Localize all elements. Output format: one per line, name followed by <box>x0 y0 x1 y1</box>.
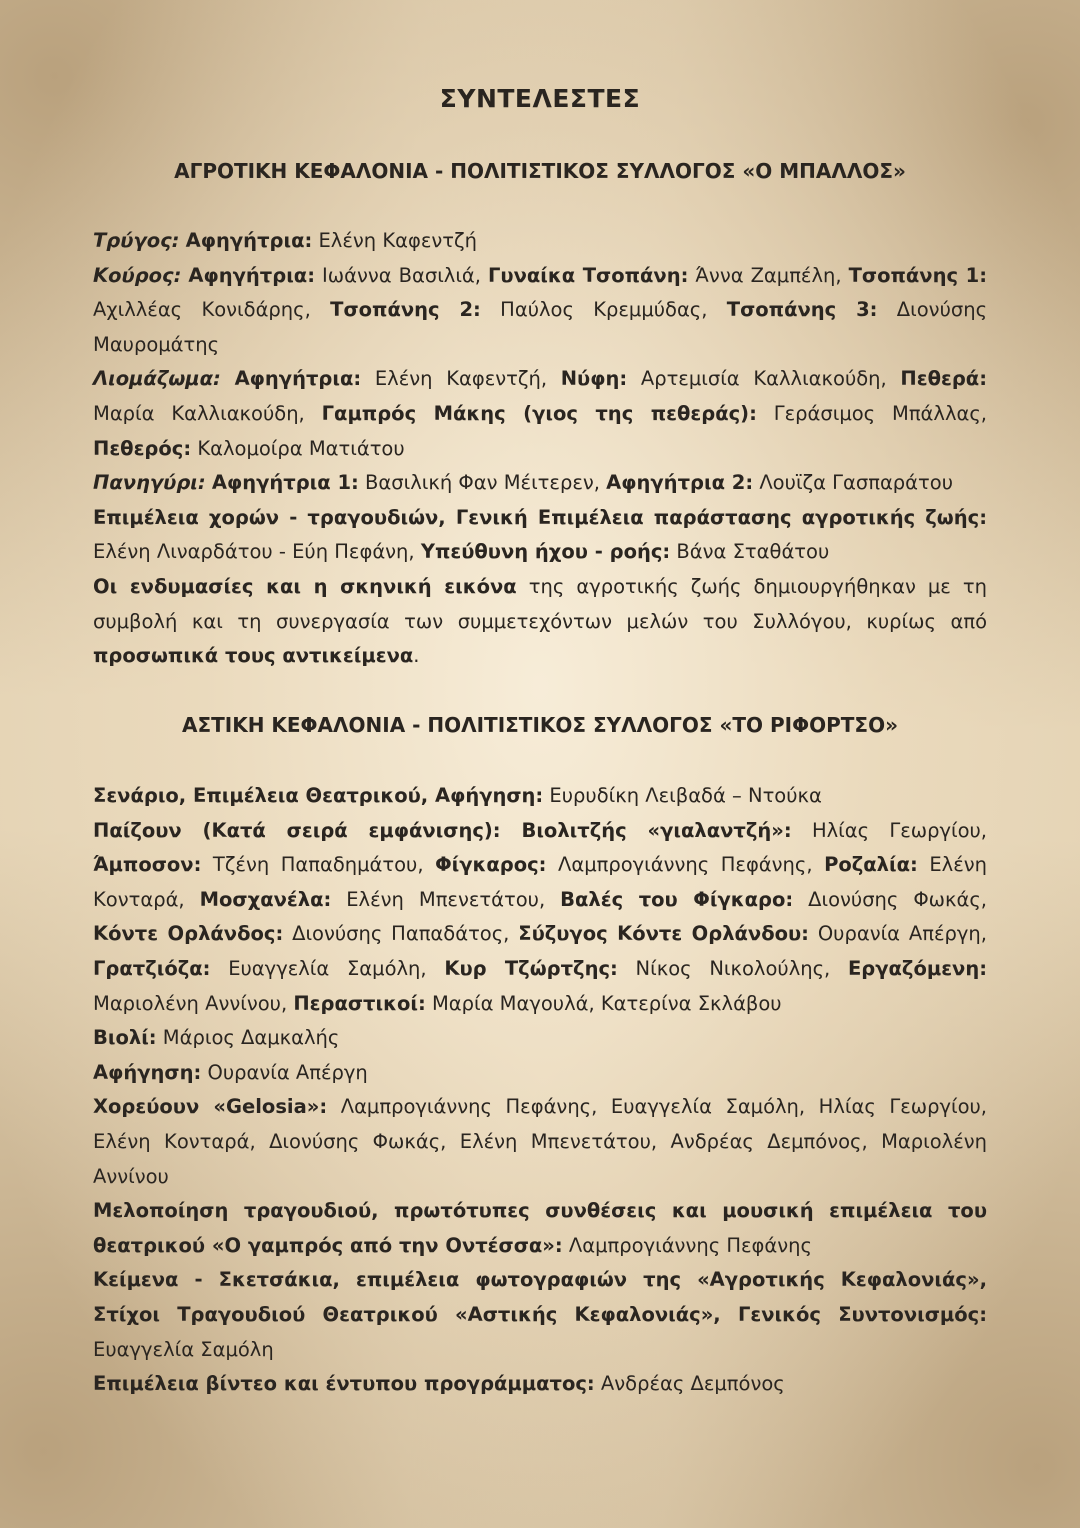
credit-paragraph-direction <box>93 501 987 570</box>
role-label: Μελοποίηση τραγουδιού, πρωτότυπες συνθέσεις και μουσική επιμέλεια του θεατρικού «Ο γαμπρός από την Οντέσσα»: <box>93 1199 987 1257</box>
role-label: Πεθερός: <box>93 436 192 460</box>
role-label: Αφηγήτρια 1: <box>211 471 359 495</box>
person-names: Ηλίας Γεωργίου, <box>791 818 987 842</box>
role-label: Τσοπάνης 2: <box>330 298 481 322</box>
person-names: Διονύσης Φωκάς, <box>793 887 987 911</box>
role-label: Χορεύουν «Gelosia»: <box>93 1095 328 1119</box>
role-label: Γαμπρός Μάκης (γιος της πεθεράς): <box>321 401 757 425</box>
role-label: Οι ενδυμασίες και η σκηνική εικόνα <box>93 574 517 598</box>
section-heading-urban: ΑΣΤΙΚΗ ΚΕΦΑΛΟΝΙΑ - ΠΟΛΙΤΙΣΤΙΚΟΣ ΣΥΛΛΟΓΟΣ «ΤΟ ΡΙΦΟΡΤΣΟ» <box>181 713 899 737</box>
scene-label: Πανηγύρι: <box>93 471 206 495</box>
credit-paragraph-kouros <box>93 259 987 363</box>
role-label: Περαστικοί: <box>293 991 426 1015</box>
role-label: Κόντε Ορλάνδος: <box>93 922 284 946</box>
role-label: Τσοπάνης 1: <box>848 263 987 287</box>
scene-label: Κούρος: <box>93 263 182 287</box>
role-label: Μοσχανέλα: <box>199 887 332 911</box>
role-label: Άμποσον: <box>93 853 202 877</box>
person-names: Ευαγγελία Σαμόλη <box>93 1337 274 1361</box>
person-names: Μαριολένη Αννίνου, <box>93 991 294 1015</box>
person-names: Βασιλική Φαν Μέιτερεν, <box>358 471 607 495</box>
role-label: Ροζαλία: <box>824 853 918 877</box>
person-names: Μάριος Δαμκαλής <box>156 1026 340 1050</box>
person-names: Καλομοίρα Ματιάτου <box>191 436 405 460</box>
page-title: ΣΥΝΤΕΛΕΣΤΕΣ <box>439 84 641 113</box>
role-label: Βαλές του Φίγκαρο: <box>560 887 794 911</box>
person-names: Ελένη Καφεντζή, <box>361 367 561 391</box>
person-names: Λαμπρογιάννης Πεφάνης, Ευαγγελία Σαμόλη, Ηλίας Γεωργίου, Ελένη Κονταρά, Διονύσης Φωκάς, Ελένη Μπενετάτου, Ανδρέας Δεμπόνος, Μαριολένη Αννίνου <box>93 1095 987 1188</box>
role-label: Κυρ Τζώρτζης: <box>444 956 618 980</box>
credit-paragraph-panigyri <box>93 466 987 501</box>
role-label: Υπεύθυνη ήχου - ροής: <box>420 540 671 564</box>
credit-paragraph-cast <box>93 814 987 1022</box>
role-label: Αφηγήτρια: <box>188 263 315 287</box>
person-names: Μαρία Καλλιακούδη, <box>93 401 322 425</box>
credit-paragraph-music <box>93 1194 987 1263</box>
credit-paragraph-violin <box>93 1021 987 1056</box>
credit-paragraph-video <box>93 1367 987 1402</box>
person-names: Γεράσιμος Μπάλλας, <box>756 401 987 425</box>
person-names: Ουρανία Απέργη, <box>808 922 987 946</box>
person-names: Ευαγγελία Σαμόλη, <box>210 956 445 980</box>
role-label: Φίγκαρος: <box>435 853 547 877</box>
role-label: Αφηγήτρια 2: <box>606 471 754 495</box>
role-label: Σενάριο, Επιμέλεια Θεατρικού, Αφήγηση: <box>93 784 544 807</box>
section-rural-credits <box>93 224 987 674</box>
person-names: Λαμπρογιάννης Πεφάνης, <box>546 853 825 877</box>
credit-paragraph-costumes <box>93 570 987 674</box>
role-label: Τσοπάνης 3: <box>726 298 878 322</box>
credit-paragraph-trygos <box>93 224 987 259</box>
role-label: Βιολί: <box>93 1026 157 1050</box>
person-names: Αχιλλέας Κονιδάρης, <box>93 298 331 322</box>
role-label: Πεθερά: <box>900 367 988 391</box>
person-names: Ιωάννα Βασιλιά, <box>315 263 488 287</box>
body-text: . <box>413 644 420 668</box>
person-names: Άννα Ζαμπέλη, <box>688 263 849 287</box>
role-label: Αφήγηση: <box>93 1060 202 1084</box>
role-label: Παίζουν (Κατά σειρά εμφάνισης): Βιολιτζής «γιαλαντζή»: <box>93 818 792 842</box>
role-label: Γυναίκα Τσοπάνη: <box>488 263 689 287</box>
person-names: Ελένη Λιναρδάτου - Εύη Πεφάνη, <box>93 540 421 564</box>
person-names: Ανδρέας Δεμπόνος <box>594 1372 785 1396</box>
scene-label: Λιομάζωμα: <box>93 367 221 391</box>
person-names: Τζένη Παπαδημάτου, <box>201 853 436 877</box>
person-names: Διονύσης Μαυρομάτης <box>93 298 988 356</box>
credit-paragraph-narration <box>93 1056 987 1091</box>
person-names: Ευρυδίκη Λειβαδά – Ντούκα <box>543 784 822 807</box>
role-label: Αφηγήτρια: <box>234 367 362 391</box>
role-label: Επιμέλεια χορών - τραγουδιών, Γενική Επιμέλεια παράστασης αγροτικής ζωής: <box>93 505 987 529</box>
person-names: Διονύσης Παπαδάτος, <box>283 922 519 946</box>
section-urban-credits <box>93 779 987 1402</box>
person-names: Νίκος Νικολούλης, <box>617 956 848 980</box>
credit-paragraph-liomazoma <box>93 362 987 466</box>
person-names: Ουρανία Απέργη <box>201 1060 368 1084</box>
role-label: Σύζυγος Κόντε Ορλάνδου: <box>518 922 809 946</box>
person-names: Ελένη Καφεντζή <box>312 229 477 252</box>
role-label: Γρατζιόζα: <box>93 956 211 980</box>
role-label: Νύφη: <box>560 367 628 391</box>
role-label: Κείμενα - Σκετσάκια, επιμέλεια φωτογραφιών της «Αγροτικής Κεφαλονιάς», Στίχοι Τραγουδιού Θεατρικού «Αστικής Κεφαλονιάς», Γενικός Συντονισμός: <box>93 1268 987 1326</box>
person-names: Βάνα Σταθάτου <box>670 540 830 564</box>
role-label: Αφηγήτρια: <box>185 229 313 252</box>
person-names: Ελένη Μπενετάτου, <box>331 887 561 911</box>
credit-paragraph-texts <box>93 1263 987 1367</box>
credit-paragraph-script <box>93 779 987 814</box>
role-label: Επιμέλεια βίντεο και έντυπου προγράμματος: <box>93 1372 595 1396</box>
credit-paragraph-dancers <box>93 1090 987 1194</box>
scene-label: Τρύγος: <box>93 229 180 252</box>
person-names: Λουϊζα Γασπαράτου <box>753 471 953 495</box>
person-names: Αρτεμισία Καλλιακούδη, <box>627 367 901 391</box>
person-names: Λαμπρογιάννης Πεφάνης <box>562 1233 812 1257</box>
person-names: Παύλος Κρεμμύδας, <box>480 298 727 322</box>
role-label: Εργαζόμενη: <box>847 956 988 980</box>
body-text: της αγροτικής ζωής δημιουργήθηκαν με τη συμβολή και τη συνεργασία των συμμετεχόντων μελών του Συλλόγου, κυρίως από <box>93 574 988 633</box>
section-heading-rural: ΑΓΡΟΤΙΚΗ ΚΕΦΑΛΟΝΙΑ - ΠΟΛΙΤΙΣΤΙΚΟΣ ΣΥΛΛΟΓΟΣ «Ο ΜΠΑΛΛΟΣ» <box>174 159 906 183</box>
role-label: προσωπικά τους αντικείμενα <box>93 644 414 668</box>
person-names: Μαρία Μαγουλά, Κατερίνα Σκλάβου <box>425 991 782 1015</box>
person-names: Ελένη Κονταρά, <box>93 853 987 911</box>
